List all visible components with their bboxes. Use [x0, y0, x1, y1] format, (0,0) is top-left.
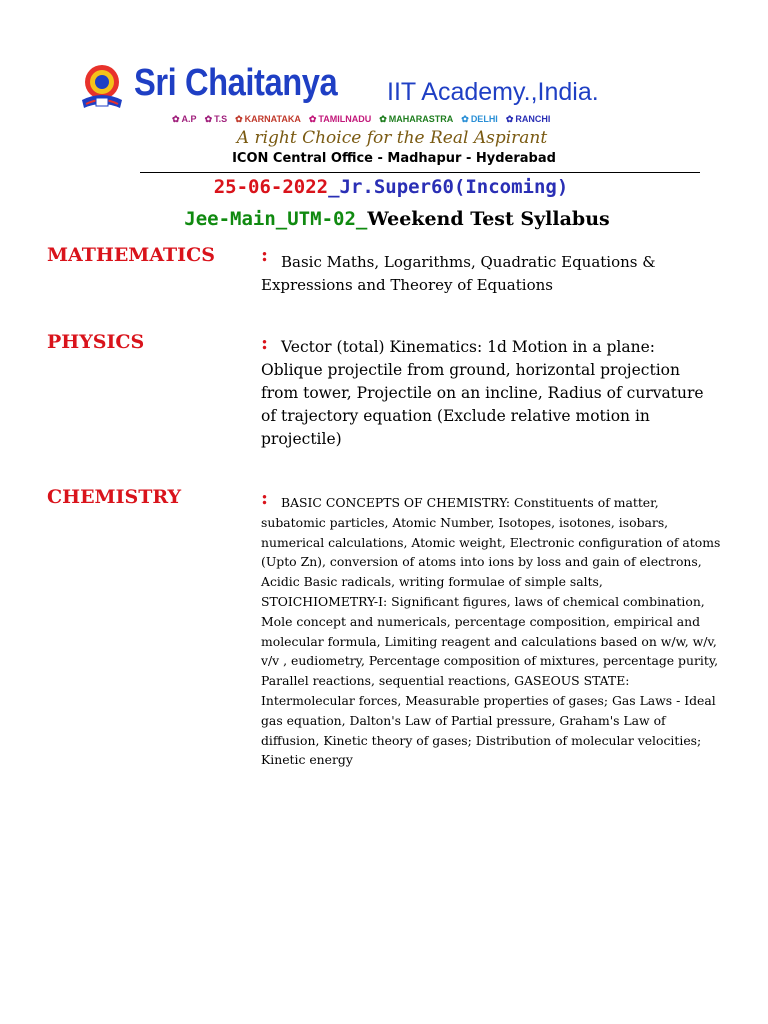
brand: [134, 62, 370, 105]
office-address: ICON Central Office - Madhapur - Hyderabad: [232, 151, 556, 166]
header-divider: [140, 172, 700, 173]
state-label: T.S: [214, 114, 228, 124]
exam-code: Jee-Main_UTM-02_: [184, 208, 368, 230]
test-title-line: [0, 208, 768, 230]
chemistry-topics: BASIC CONCEPTS OF CHEMISTRY: Constituents of matter, subatomic particles, Atomic Number, Isotopes, isotones, isobars, numerical calculations, Atomic weight, Electronic configuration of atoms (Upto Zn), conversion of atoms into ions by loss and gain of electrons, Acidic Basic radicals, writing formulae of simple salts, STOICHIOMETRY-I: Significant figures, laws of chemical combination, Mole concept and numericals, percentage composition, empirical and molecular formula, Limiting reagent and calculations based on w/w, w/v, v/v , eudiometry, Percentage composition of mixtures, percentage purity, Parallel reactions, sequential reactions, GASEOUS STATE: Intermolecular forces, Measurable properties of gases; Gas Laws - Ideal gas equation, Dalton's Law of Partial pressure, Graham's Law of diffusion, Kinetic theory of gases; Distribution of molecular velocities; Kinetic energy: [261, 495, 721, 768]
flower-star-icon: ✿: [172, 114, 180, 124]
subject-physics: PHYSICS: [47, 331, 145, 353]
letterhead: [0, 0, 768, 172]
subject-chemistry: CHEMISTRY: [47, 486, 182, 508]
physics-topics: Vector (total) Kinematics: 1d Motion in a plane: Oblique projectile from ground, horizontal projection from tower, Projectile on an incline, Radius of curvature of trajectory equation (Exclude relative motion in projectile): [261, 338, 704, 448]
flower-star-icon: ✿: [308, 114, 317, 124]
subject-maths: MATHEMATICS: [47, 244, 215, 266]
maths-colon: :: [261, 244, 269, 266]
flower-star-icon: ✿: [461, 114, 469, 124]
state-item: [172, 114, 197, 124]
flower-star-icon: ✿: [379, 114, 387, 124]
state-item: [506, 114, 551, 124]
syllabus-heading: Weekend Test Syllabus: [367, 208, 610, 230]
chemistry-colon: :: [261, 487, 269, 509]
state-label: DELHI: [470, 114, 498, 124]
state-item: [235, 114, 301, 124]
test-date-line: [0, 176, 768, 198]
state-item: [461, 114, 498, 124]
brand-suffix: IIT Academy.,India.: [387, 78, 599, 106]
physics-colon: :: [261, 332, 269, 354]
sri-chaitanya-logo-icon: [76, 60, 128, 112]
state-label: MAHARASTRA: [388, 114, 454, 124]
state-label: A.P: [181, 114, 197, 124]
batch-name: _Jr.Super60(Incoming): [328, 176, 569, 198]
flower-star-icon: ✿: [204, 114, 213, 124]
test-date: 25-06-2022: [213, 176, 329, 198]
state-item: [379, 114, 453, 124]
brand-name: Sri Chaitanya: [134, 62, 338, 104]
state-item: [309, 114, 371, 124]
state-label: RANCHI: [515, 114, 551, 124]
state-list: [172, 114, 558, 125]
state-item: [205, 114, 228, 124]
flower-star-icon: ✿: [505, 114, 514, 124]
state-label: TAMILNADU: [318, 114, 372, 124]
state-label: KARNATAKA: [244, 114, 301, 124]
tagline: A right Choice for the Real Aspirant: [236, 128, 548, 148]
maths-topics: Basic Maths, Logarithms, Quadratic Equations & Expressions and Theorey of Equations: [261, 253, 656, 294]
flower-star-icon: ✿: [235, 114, 243, 124]
